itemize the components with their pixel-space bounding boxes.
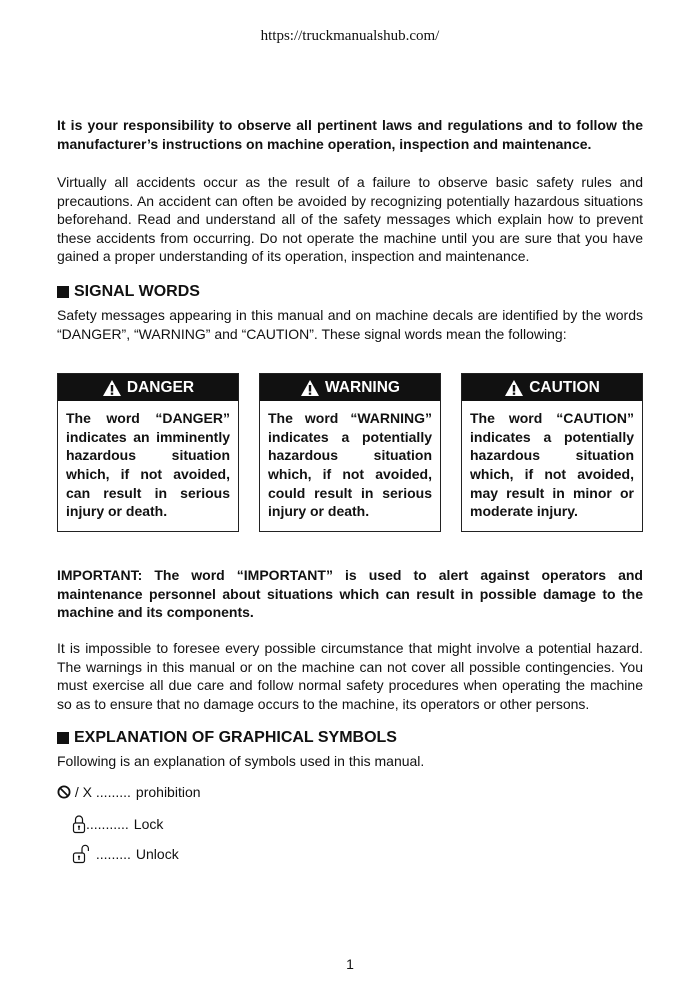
page-number: 1 [346,956,354,972]
signal-words-paragraph: Safety messages appearing in this manual and on machine decals are identified by the words “DANGER”, “WARNING” and “CAUTION”. These signal words mean the following: [57,306,643,342]
symbols-heading-text: EXPLANATION OF GRAPHICAL SYMBOLS [74,729,397,747]
caution-box [461,373,643,532]
symbols-intro: Following is an explanation of symbols used in this manual. [57,753,425,770]
danger-box-header [58,374,238,401]
caution-box-header [462,374,642,401]
source-url: https://truckmanualshub.com/ [260,28,440,44]
responsibility-statement: It is your responsibility to observe all pertinent laws and regulations and to follow the manufacturer’s instructions on machine operation, inspection and maintenance. [57,117,643,152]
accidents-paragraph: Virtually all accidents occur as the result of a failure to observe basic safety rules and precautions. An accident can often be avoided by recognizing potentially hazardous situations beforehand. Read and understand all of the safety messages which explain how to prevent these accidents from occurring. Do not operate the machine until you are sure that you have gained a proper understanding of its operation, inspection and maintenance. [57,174,643,265]
symbols-heading [57,728,643,748]
signal-words-heading [57,282,643,302]
leader-dots: ........... [86,815,129,832]
symbol-row-lock [57,809,643,839]
page-content [57,116,643,869]
caution-description: The word “CAUTION” indicates a potentially hazardous situation which, if not avoided, may result in minor or moderate injury. [470,410,634,520]
warning-triangle-icon [504,379,524,397]
warning-description: The word “WARNING” indicates a potentially hazardous situation which, if not avoided, could result in serious injury or death. [268,410,432,520]
danger-label: DANGER [126,378,195,396]
prohibition-icon [57,785,71,799]
prohibition-label: prohibition [135,783,201,800]
signal-word-boxes [57,373,643,532]
symbol-list [57,780,643,869]
signal-words-heading-text: SIGNAL WORDS [74,282,200,300]
warning-box-header [260,374,440,401]
danger-box [57,373,239,532]
bullet-square-icon [57,286,69,298]
leader-dots: ......... [92,845,131,862]
unlock-label: Unlock [135,845,179,862]
important-note: IMPORTANT: The word “IMPORTANT” is used to alert against operators and maintenance personnel about situations which can result in possible damage to the machine and its components. [57,567,643,621]
lock-label: Lock [133,815,164,832]
symbol-row-prohibition [57,780,643,804]
warning-box [259,373,441,532]
leader-dots: ......... [92,783,131,800]
lock-icon [72,814,86,834]
symbol-row-unlock [57,839,643,869]
danger-description: The word “DANGER” indicates an imminently hazardous situation which, if not avoided, can result in serious injury or death. [66,410,230,520]
warning-triangle-icon [102,379,122,397]
unlock-icon [72,844,92,864]
warning-label: WARNING [325,378,400,396]
warning-triangle-icon [300,379,320,397]
caution-label: CAUTION [529,378,600,396]
contingency-paragraph: It is impossible to foresee every possible circumstance that might involve a potential hazard. The warnings in this manual or on the machine can not cover all possible contingencies. You must exercise all due care and follow normal safety procedures when operating the machine so as to ensure that no damage occurs to the machine, its operators or other persons. [57,639,643,712]
bullet-square-icon [57,732,69,744]
prohibition-prefix: / X [71,783,93,800]
